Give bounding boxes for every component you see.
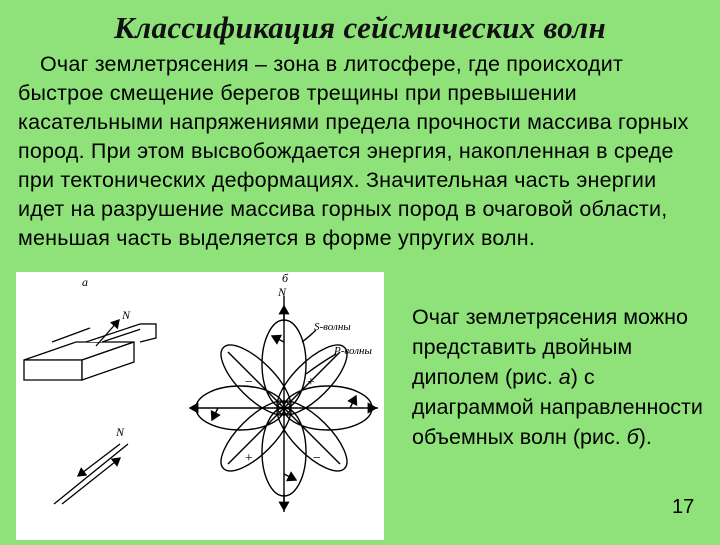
double-dipole-figure (16, 272, 384, 540)
fault-line-drawing (54, 444, 128, 504)
north-label-b: N (278, 285, 287, 299)
north-label-top: N (122, 308, 131, 322)
paragraph-lead: Очаг (40, 52, 89, 76)
slide-title: Классификация сейсмических волн (113, 10, 607, 45)
fault-block-drawing (24, 324, 156, 380)
panel-b-label: б (282, 272, 289, 285)
minus-sign-upper-left: − (244, 375, 254, 390)
north-label-bottom: N (116, 425, 125, 439)
p-waves-label: P-волны (334, 345, 372, 357)
side-text-part3: ). (638, 425, 652, 449)
side-text-ref-b: б (626, 425, 639, 449)
side-text-part2: ) с диаграммой направленности объемных волн (рис. (412, 365, 703, 449)
minus-sign-lower-right: − (312, 451, 322, 466)
side-text-part1: Очаг землетрясения можно представить двойным диполем (рис. (412, 305, 688, 389)
intro-paragraph (18, 50, 708, 253)
page-number: 17 (672, 496, 695, 518)
panel-a-label: а (82, 275, 88, 289)
side-text (412, 302, 712, 452)
figure-drawing (16, 272, 384, 540)
side-text-ref-a: а (558, 365, 571, 389)
plus-sign-upper-right: + (306, 375, 316, 390)
s-waves-label: S-волны (314, 321, 351, 333)
plus-sign-lower-left: + (244, 451, 254, 466)
paragraph-body: землетрясения – зона в литосфере, где происходит быстрое смещение берегов трещины при превышении касательными напряжениями предела прочности массива горных пород. При этом высвобождается энергия, накопленная в среде при тектонических деформациях. Значительная часть энергии идет на разрушение массива горных пород в очаговой области, меньшая часть выделяется в форме упругих волн. (18, 52, 689, 250)
